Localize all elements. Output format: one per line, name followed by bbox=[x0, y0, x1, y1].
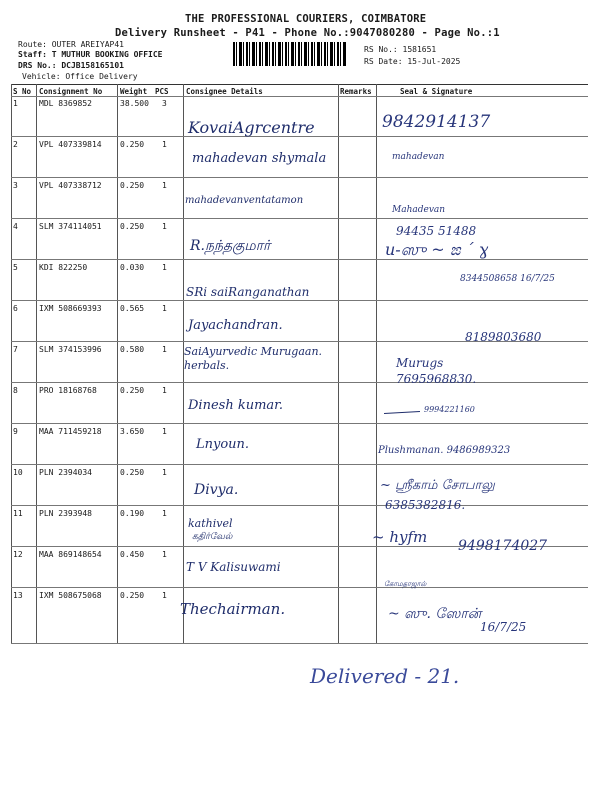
consignment-cell: IXM 508669393 bbox=[39, 304, 102, 313]
pcs-cell: 1 bbox=[162, 181, 167, 190]
pcs-cell: 1 bbox=[162, 468, 167, 477]
sno-cell: 5 bbox=[13, 263, 18, 272]
sno-cell: 6 bbox=[13, 304, 18, 313]
pcs-cell: 1 bbox=[162, 263, 167, 272]
delivered-note: Delivered - 21. bbox=[310, 664, 460, 688]
consignee-cell: SRi saiRanganathan bbox=[186, 285, 310, 299]
barcode-image bbox=[233, 42, 346, 66]
signature-scribble: கோமதாஜால் bbox=[384, 580, 427, 588]
consignee-cell: Dinesh kumar. bbox=[188, 398, 284, 413]
consignment-cell: MDL 8369852 bbox=[39, 99, 92, 108]
consignment-cell: PLN 2393948 bbox=[39, 509, 92, 518]
pcs-cell: 3 bbox=[162, 99, 167, 108]
signature-cell: mahadevan bbox=[392, 152, 445, 162]
rs-number: RS No.: 1581651 bbox=[364, 45, 437, 54]
consignment-cell: MAA 711459218 bbox=[39, 427, 102, 436]
consignee-cell: SaiAyurvedic Murugaan. herbals. bbox=[184, 345, 323, 372]
consignee-cell: Jayachandran. bbox=[188, 318, 283, 333]
col-header-remarks: Remarks bbox=[340, 87, 372, 96]
pcs-cell: 1 bbox=[162, 591, 167, 600]
weight-cell: 0.450 bbox=[120, 550, 145, 559]
signature-cell: 94435 51488 bbox=[396, 224, 477, 238]
consignee-cell: Thechairman. bbox=[180, 600, 286, 618]
col-header-weight: Weight bbox=[120, 87, 148, 96]
vehicle-line: Vehicle: Office Delivery bbox=[22, 72, 138, 81]
col-header-signature: Seal & Signature bbox=[400, 87, 473, 96]
signature-scribble: ~ ஸ்ரீகாம் சோபாலு bbox=[380, 478, 495, 493]
rs-date: RS Date: 15-Jul-2025 bbox=[364, 57, 461, 66]
signature-cell: 9498174027 bbox=[458, 538, 548, 554]
consignment-cell: SLM 374114051 bbox=[39, 222, 102, 231]
weight-cell: 0.250 bbox=[120, 591, 145, 600]
weight-cell: 38.500 bbox=[120, 99, 149, 108]
pcs-cell: 1 bbox=[162, 386, 167, 395]
signature-cell: 9994221160 bbox=[424, 405, 475, 414]
consignment-cell: VPL 407338712 bbox=[39, 181, 102, 190]
sno-cell: 10 bbox=[13, 468, 23, 477]
signature-cell: Mahadevan bbox=[392, 205, 446, 215]
consignee-cell: T V Kalisuwami bbox=[186, 560, 281, 574]
consignment-cell: MAA 869148654 bbox=[39, 550, 102, 559]
signature-cell: Murugs 7695968830. bbox=[396, 356, 477, 386]
pcs-cell: 1 bbox=[162, 140, 167, 149]
weight-cell: 0.030 bbox=[120, 263, 145, 272]
signature-cell: Plushmanan. 9486989323 bbox=[378, 445, 511, 456]
weight-cell: 0.565 bbox=[120, 304, 145, 313]
sno-cell: 8 bbox=[13, 386, 18, 395]
consignment-cell: VPL 407339814 bbox=[39, 140, 102, 149]
weight-cell: 3.650 bbox=[120, 427, 145, 436]
weight-cell: 0.580 bbox=[120, 345, 145, 354]
signature-cell: 16/7/25 bbox=[480, 620, 527, 634]
weight-cell: 0.250 bbox=[120, 140, 145, 149]
sno-cell: 11 bbox=[13, 509, 23, 518]
signature-scribble: u-ஸு ~ ಙ ˊ ɣ bbox=[385, 240, 489, 259]
signature-cell: 9842914137 bbox=[382, 112, 491, 132]
consignee-cell: Lnyoun. bbox=[196, 437, 250, 452]
signature-cell: 6385382816. bbox=[385, 498, 466, 512]
consignee-cell: KovaiAgrcentre bbox=[188, 118, 315, 137]
consignee-cell: kathivel bbox=[188, 517, 233, 530]
sno-cell: 3 bbox=[13, 181, 18, 190]
weight-cell: 0.190 bbox=[120, 509, 145, 518]
sno-cell: 13 bbox=[13, 591, 23, 600]
route-line: Route: OUTER AREIYAP41 bbox=[18, 40, 124, 49]
signature-cell: 8189803680 bbox=[465, 330, 542, 344]
signature-scribble: ~ hyfm bbox=[372, 528, 428, 546]
consignment-cell: PLN 2394034 bbox=[39, 468, 92, 477]
col-header-consignee: Consignee Details bbox=[186, 87, 263, 96]
weight-cell: 0.250 bbox=[120, 222, 145, 231]
pcs-cell: 1 bbox=[162, 509, 167, 518]
sno-cell: 9 bbox=[13, 427, 18, 436]
consignment-cell: KDI 822250 bbox=[39, 263, 88, 272]
weight-cell: 0.250 bbox=[120, 386, 145, 395]
company-title: THE PROFESSIONAL COURIERS, COIMBATORE bbox=[185, 13, 427, 25]
consignee-cell: Divya. bbox=[194, 482, 239, 498]
weight-cell: 0.250 bbox=[120, 181, 145, 190]
sno-cell: 4 bbox=[13, 222, 18, 231]
signature-scribble: ~ ஸு. ஸோன் bbox=[388, 606, 482, 622]
pcs-cell: 1 bbox=[162, 550, 167, 559]
signature-cell: 8344508658 16/7/25 bbox=[460, 274, 555, 284]
col-header-pcs: PCS bbox=[155, 87, 169, 96]
consignee-tamil-note: கதிர்வேல் bbox=[192, 532, 233, 542]
consignment-cell: IXM 508675068 bbox=[39, 591, 102, 600]
consignment-cell: PRO 18168768 bbox=[39, 386, 97, 395]
sno-cell: 2 bbox=[13, 140, 18, 149]
pcs-cell: 1 bbox=[162, 304, 167, 313]
weight-cell: 0.250 bbox=[120, 468, 145, 477]
col-header-sno: S No bbox=[13, 87, 32, 96]
pcs-cell: 1 bbox=[162, 427, 167, 436]
sno-cell: 12 bbox=[13, 550, 23, 559]
drs-number: DRS No.: DCJB158165101 bbox=[18, 61, 124, 70]
consignee-cell: mahadevanventatamon bbox=[185, 195, 304, 206]
runsheet-title: Delivery Runsheet - P41 - Phone No.:9047080280 - Page No.:1 bbox=[115, 27, 500, 39]
consignment-cell: SLM 374153996 bbox=[39, 345, 102, 354]
pcs-cell: 1 bbox=[162, 222, 167, 231]
pcs-cell: 1 bbox=[162, 345, 167, 354]
staff-line: Staff: T MUTHUR BOOKING OFFICE bbox=[18, 50, 163, 59]
consignee-cell: mahadevan shymala bbox=[192, 151, 327, 166]
sno-cell: 7 bbox=[13, 345, 18, 354]
sno-cell: 1 bbox=[13, 99, 18, 108]
col-header-consignment: Consignment No bbox=[39, 87, 103, 96]
consignee-cell: R.நந்தகுமார் bbox=[190, 238, 271, 254]
